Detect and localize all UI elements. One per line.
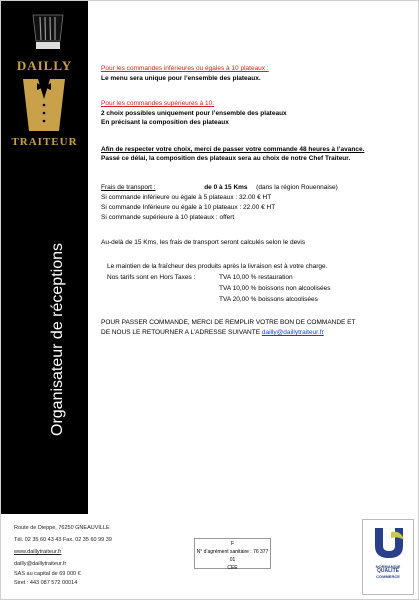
transport-line2: Si commande Inférieure ou égale à 10 plateaux : 22.00 € HT [101,204,276,211]
section1-line: Le menu sera unique pour l’ensemble des plateaux. [101,75,261,82]
transport-line1: Si commande inférieure ou égale à 5 plateaux : 32.00 € HT [101,194,272,201]
footer-address: Route de Dieppe, 76250 GNEAUVILLE [14,525,110,531]
notice-line1: Afin de respecter votre choix, merci de passer votre commande 48 heures à l’avance. [101,146,365,153]
approval-line1: F [230,541,235,547]
logo-subtitle: TRAITEUR [11,136,78,148]
chef-hat-icon [31,11,65,51]
order-line1: POUR PASSER COMMANDE, MERCI DE REMPLIR VOTRE BON DE COMMANDE ET [101,319,356,326]
quality-line1: NORMANDIE [375,564,401,569]
section2-title: Pour les commandes supérieures à 10: [101,100,215,107]
transport-line3: Si commande supérieure à 10 plateaux : offert [101,214,235,221]
quality-label-logo [362,519,414,595]
section2-line2: En précisant la composition des plateaux [101,119,229,126]
approval-line2: N° d’agrément sanitaire : 76 377 01 [196,549,269,563]
vertical-tagline: Organisateur de réceptions [49,243,66,436]
footer-email[interactable]: dailly@daillytraiteur.fr [14,561,67,567]
footer-siret: Siret : 443 087 572 00014 [14,580,78,586]
footer [14,522,112,588]
section1-title: Pour les commandes inférieures ou égales à 10 plateaux : [101,65,269,72]
transport-label: Frais de transport : [101,184,156,191]
approval-line3: CEE [227,565,238,571]
sidebar [1,1,88,514]
order-line2 [101,329,324,338]
tax-label: Nos tarifs sont en Hors Taxes : [107,274,196,281]
beyond-distance: Au-delà de 15 Kms, les frais de transport seront calculés selon le devis [101,239,306,246]
transport-header [101,184,338,193]
transport-region: (dans la région Rouennaise) [256,184,338,191]
tax-rate-1: TVA 10,00 % restauration [219,274,293,281]
transport-range: de 0 à 15 Kms [204,184,248,191]
freshness-note: Le maintien de la fraîcheur des produits après la livraison est à votre charge. [107,263,328,270]
normandie-qualite-icon [371,526,407,560]
quality-line2: QUALITÉ [377,568,399,574]
order-email-link[interactable]: dailly@daillytraiteur.fr [261,329,324,336]
order-line2-text: DE NOUS LE RETOURNER A L’ADRESSE SUIVANTE [101,329,261,336]
quality-line3: COMMERCE [376,574,400,579]
footer-capital: SAS au capital de 69 000 € [14,571,81,577]
sanitary-approval-stamp [194,538,271,569]
footer-phone: Tél. 02 35 60 43 43 Fax. 02 35 60 99 39 [14,537,112,543]
logo-name: DAILLY [16,58,73,73]
section2-line1: 2 choix possibles uniquement pour l’ensemble des plateaux [101,110,287,117]
footer-website-link[interactable]: www.daillytraiteur.fr [14,549,62,555]
tax-rate-2: TVA 10,00 % boissons non alcoolisées [219,285,331,292]
quality-label-text [363,564,413,579]
notice-line2: Passé ce délai, la composition des plateaux sera au choix de notre Chef Traiteur. [101,155,351,162]
tax-rate-3: TVA 20,00 % boissons alcoolisées [219,296,318,303]
tuxedo-icon [21,77,67,133]
